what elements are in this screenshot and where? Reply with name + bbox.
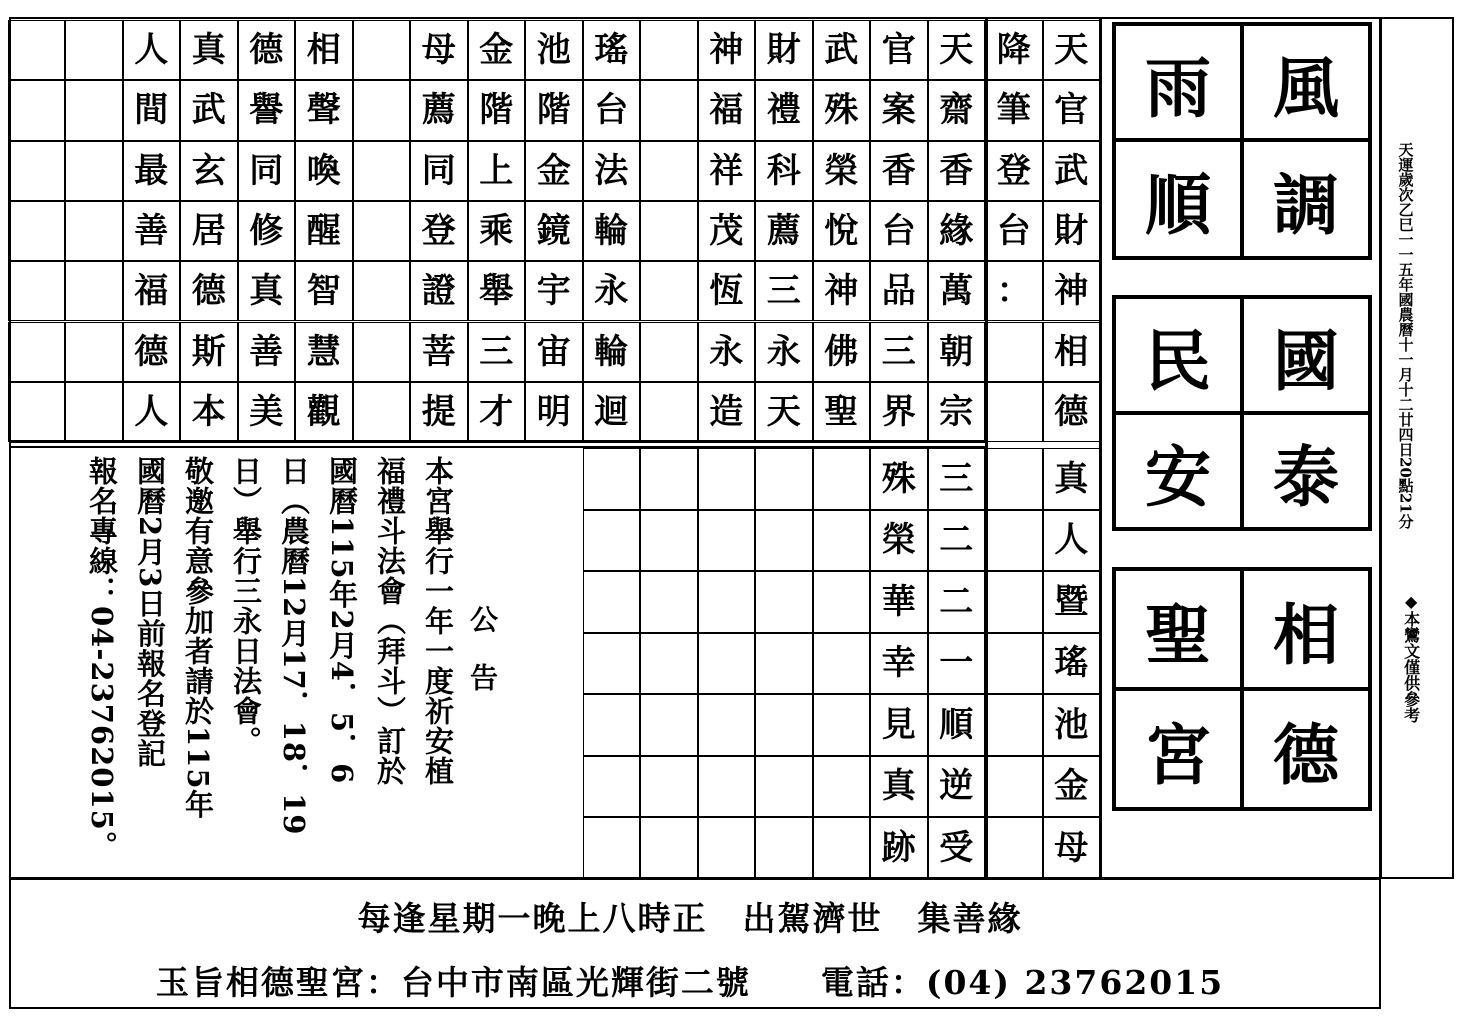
col-blank-2-char: [353, 80, 411, 140]
col-heaven-official-char: 武: [1043, 141, 1101, 201]
empty-cell: [65, 80, 123, 140]
footer-address: 玉旨相德聖宮：台中市南區光輝街二號 電話：(04) 23762015: [155, 963, 1225, 1002]
col-jade-terrace-char: 迴: [583, 382, 641, 442]
col-descend-brush-char: 台: [985, 201, 1043, 261]
col-descend-brush-char: ：: [985, 261, 1043, 321]
col-blank-2-char: [353, 382, 411, 442]
col-three-two-char: 二: [928, 571, 986, 633]
col-official-case-char: 品: [870, 261, 928, 321]
col-virtue-praise-char: 德: [238, 20, 296, 80]
empty-cell: [985, 633, 1043, 695]
empty-cell: [640, 448, 698, 510]
col-virtue-praise-char: 修: [238, 201, 296, 261]
empty-cell: [755, 633, 813, 695]
notice-line-7: 國曆2月3日前報名登記: [133, 456, 167, 769]
notice-line-4: 日（農曆12月17．18．19: [277, 456, 311, 836]
notice-line-2: 福禮斗法會（拜斗）訂於: [373, 456, 407, 786]
col-true-martial-char: 斯: [180, 322, 238, 382]
col-zhai-incense-char: 天: [928, 20, 986, 80]
col-blank-1-char: [640, 20, 698, 80]
empty-cell: [640, 694, 698, 756]
col-human-world-char: 間: [123, 80, 181, 140]
empty-cell: [65, 20, 123, 80]
col-golden-steps-char: 舉: [468, 261, 526, 321]
col-human-world-char: 人: [123, 382, 181, 442]
notice-line-5: 日）舉行三永日法會。: [229, 456, 263, 756]
col-true-martial-char: 玄: [180, 141, 238, 201]
col-true-person-char: 人: [1043, 510, 1101, 572]
empty-cell: [755, 817, 813, 879]
blessing-smooth: 順: [1112, 138, 1244, 260]
col-distinct-honor-char: 真: [870, 756, 928, 818]
empty-cell: [985, 694, 1043, 756]
col-virtue-praise-char: 善: [238, 322, 296, 382]
col-golden-steps-char: 階: [468, 80, 526, 140]
col-mother-recommend-char: 薦: [410, 80, 468, 140]
col-zhai-incense-char: 萬: [928, 261, 986, 321]
empty-cell: [985, 510, 1043, 572]
notice-title: 公 告: [466, 605, 499, 692]
col-martial-char: 聖: [813, 382, 871, 442]
empty-cell: [985, 756, 1043, 818]
empty-cell: [583, 448, 641, 510]
blessing-wind: 風: [1240, 22, 1372, 142]
col-martial-char: 悅: [813, 201, 871, 261]
col-true-martial-char: 武: [180, 80, 238, 140]
col-mother-recommend-char: 證: [410, 261, 468, 321]
col-official-case-char: 界: [870, 382, 928, 442]
col-true-person-char: 瑤: [1043, 633, 1101, 695]
empty-cell: [755, 510, 813, 572]
col-official-case-char: 三: [870, 322, 928, 382]
col-divine-blessing-char: 福: [698, 80, 756, 140]
blessing-safe: 安: [1112, 411, 1244, 531]
col-voice-awaken-char: 慧: [295, 322, 353, 382]
col-descend-brush-char: 降: [985, 20, 1043, 80]
col-blank-2-char: [353, 261, 411, 321]
col-blank-1-char: [640, 382, 698, 442]
col-distinct-honor-char: 榮: [870, 510, 928, 572]
col-jade-terrace-char: 法: [583, 141, 641, 201]
col-pond-steps-char: 明: [525, 382, 583, 442]
col-three-two-char: 一: [928, 633, 986, 695]
empty-cell: [985, 448, 1043, 510]
col-distinct-honor-char: 華: [870, 571, 928, 633]
col-blank-1-char: [640, 80, 698, 140]
col-heaven-official-char: 相: [1043, 322, 1101, 382]
col-virtue-praise-char: 譽: [238, 80, 296, 140]
empty-cell: [640, 510, 698, 572]
col-martial-char: 神: [813, 261, 871, 321]
blessing-xiang: 相: [1240, 567, 1372, 691]
col-zhai-incense-char: 朝: [928, 322, 986, 382]
empty-cell: [698, 694, 756, 756]
col-true-person-char: 暨: [1043, 571, 1101, 633]
empty-cell: [583, 756, 641, 818]
col-pond-steps-char: 金: [525, 141, 583, 201]
col-martial-char: 殊: [813, 80, 871, 140]
empty-cell: [583, 694, 641, 756]
empty-cell: [640, 817, 698, 879]
col-mother-recommend-char: 提: [410, 382, 468, 442]
col-true-martial-char: 居: [180, 201, 238, 261]
col-golden-steps-char: 三: [468, 322, 526, 382]
empty-cell: [985, 817, 1043, 879]
empty-cell: [813, 633, 871, 695]
empty-cell: [698, 756, 756, 818]
footer-schedule: 每逢星期一晚上八時正 出駕濟世 集善緣: [357, 899, 1023, 938]
col-jade-terrace-char: 輪: [583, 201, 641, 261]
col-wealth-rite-char: 財: [755, 20, 813, 80]
col-golden-steps-char: 上: [468, 141, 526, 201]
col-true-person-char: 池: [1043, 694, 1101, 756]
side-disclaimer: ◆本鸞文僅供參考: [1401, 592, 1421, 723]
col-voice-awaken-char: 觀: [295, 382, 353, 442]
blessing-people: 民: [1112, 295, 1244, 415]
col-true-martial-char: 真: [180, 20, 238, 80]
col-divine-blessing-char: 永: [698, 322, 756, 382]
empty-cell: [8, 201, 66, 261]
col-distinct-honor-char: 跡: [870, 817, 928, 879]
empty-cell: [65, 322, 123, 382]
col-distinct-honor-char: 見: [870, 694, 928, 756]
col-wealth-rite-char: 天: [755, 382, 813, 442]
col-descend-brush-char: [985, 382, 1043, 442]
col-true-martial-char: 德: [180, 261, 238, 321]
col-pond-steps-char: 階: [525, 80, 583, 140]
empty-cell: [813, 817, 871, 879]
col-pond-steps-char: 鏡: [525, 201, 583, 261]
notice-line-1: 本宮舉行一年一度祈安植: [421, 456, 455, 786]
col-zhai-incense-char: 齋: [928, 80, 986, 140]
col-virtue-praise-char: 真: [238, 261, 296, 321]
blessing-gong: 宮: [1112, 687, 1244, 811]
col-pond-steps-char: 池: [525, 20, 583, 80]
col-zhai-incense-char: 緣: [928, 201, 986, 261]
col-mother-recommend-char: 菩: [410, 322, 468, 382]
col-true-person-char: 真: [1043, 448, 1101, 510]
empty-cell: [8, 382, 66, 442]
col-blank-2-char: [353, 201, 411, 261]
col-voice-awaken-char: 喚: [295, 141, 353, 201]
col-official-case-char: 台: [870, 201, 928, 261]
col-official-case-char: 案: [870, 80, 928, 140]
col-heaven-official-char: 德: [1043, 382, 1101, 442]
col-human-world-char: 福: [123, 261, 181, 321]
empty-cell: [755, 756, 813, 818]
col-blank-2-char: [353, 141, 411, 201]
col-golden-steps-char: 金: [468, 20, 526, 80]
col-human-world-char: 善: [123, 201, 181, 261]
empty-cell: [698, 448, 756, 510]
col-golden-steps-char: 才: [468, 382, 526, 442]
empty-cell: [698, 510, 756, 572]
col-mother-recommend-char: 母: [410, 20, 468, 80]
empty-cell: [583, 571, 641, 633]
col-voice-awaken-char: 醒: [295, 201, 353, 261]
col-wealth-rite-char: 薦: [755, 201, 813, 261]
empty-cell: [985, 571, 1043, 633]
col-blank-1-char: [640, 201, 698, 261]
empty-cell: [583, 633, 641, 695]
empty-cell: [65, 201, 123, 261]
col-blank-1-char: [640, 322, 698, 382]
empty-cell: [755, 571, 813, 633]
empty-cell: [755, 694, 813, 756]
blessing-rain: 雨: [1112, 22, 1244, 142]
side-frame: [1380, 17, 1454, 879]
col-jade-terrace-char: 瑤: [583, 20, 641, 80]
empty-cell: [813, 448, 871, 510]
empty-cell: [813, 756, 871, 818]
col-distinct-honor-char: 殊: [870, 448, 928, 510]
col-jade-terrace-char: 台: [583, 80, 641, 140]
empty-cell: [65, 261, 123, 321]
col-mother-recommend-char: 同: [410, 141, 468, 201]
col-descend-brush-char: [985, 322, 1043, 382]
col-mother-recommend-char: 登: [410, 201, 468, 261]
empty-cell: [813, 694, 871, 756]
col-zhai-incense-char: 宗: [928, 382, 986, 442]
empty-cell: [8, 322, 66, 382]
empty-cell: [813, 510, 871, 572]
col-martial-char: 榮: [813, 141, 871, 201]
col-pond-steps-char: 宇: [525, 261, 583, 321]
empty-cell: [8, 261, 66, 321]
col-descend-brush-char: 登: [985, 141, 1043, 201]
col-human-world-char: 最: [123, 141, 181, 201]
empty-cell: [65, 141, 123, 201]
col-human-world-char: 德: [123, 322, 181, 382]
col-golden-steps-char: 乘: [468, 201, 526, 261]
col-true-martial-char: 本: [180, 382, 238, 442]
blessing-peace: 泰: [1240, 411, 1372, 531]
col-blank-2-char: [353, 20, 411, 80]
empty-cell: [755, 448, 813, 510]
empty-cell: [640, 756, 698, 818]
col-divine-blessing-char: 神: [698, 20, 756, 80]
col-human-world-char: 人: [123, 20, 181, 80]
empty-cell: [698, 817, 756, 879]
col-virtue-praise-char: 美: [238, 382, 296, 442]
col-voice-awaken-char: 智: [295, 261, 353, 321]
col-official-case-char: 香: [870, 141, 928, 201]
notice-line-8: 報名專線：04-23762015。: [85, 456, 119, 861]
col-blank-2-char: [353, 322, 411, 382]
col-blank-1-char: [640, 261, 698, 321]
col-pond-steps-char: 宙: [525, 322, 583, 382]
notice-line-3: 國曆115年2月4．5．6: [325, 456, 359, 785]
empty-cell: [8, 20, 66, 80]
blessing-harmonious: 調: [1240, 138, 1372, 260]
empty-cell: [8, 141, 66, 201]
empty-cell: [640, 571, 698, 633]
col-three-two-char: 二: [928, 510, 986, 572]
col-divine-blessing-char: 恆: [698, 261, 756, 321]
col-zhai-incense-char: 香: [928, 141, 986, 201]
col-voice-awaken-char: 相: [295, 20, 353, 80]
col-wealth-rite-char: 永: [755, 322, 813, 382]
col-heaven-official-char: 官: [1043, 80, 1101, 140]
col-distinct-honor-char: 幸: [870, 633, 928, 695]
col-divine-blessing-char: 茂: [698, 201, 756, 261]
col-martial-char: 武: [813, 20, 871, 80]
col-three-two-char: 三: [928, 448, 986, 510]
col-true-person-char: 母: [1043, 817, 1101, 879]
notice-line-6: 敬邀有意參加者請於115年: [181, 456, 215, 820]
col-three-two-char: 受: [928, 817, 986, 879]
col-true-person-char: 金: [1043, 756, 1101, 818]
empty-cell: [583, 510, 641, 572]
empty-cell: [698, 633, 756, 695]
blessing-nation: 國: [1240, 295, 1372, 415]
col-three-two-char: 逆: [928, 756, 986, 818]
col-wealth-rite-char: 禮: [755, 80, 813, 140]
col-heaven-official-char: 神: [1043, 261, 1101, 321]
col-jade-terrace-char: 輪: [583, 322, 641, 382]
col-three-two-char: 順: [928, 694, 986, 756]
col-divine-blessing-char: 造: [698, 382, 756, 442]
blessing-de: 德: [1240, 687, 1372, 811]
side-date-note: 天運歲次乙巳一一五年國農曆十一月十二廿四日20點21分: [1396, 142, 1415, 529]
col-martial-char: 佛: [813, 322, 871, 382]
empty-cell: [698, 571, 756, 633]
col-blank-1-char: [640, 141, 698, 201]
col-divine-blessing-char: 祥: [698, 141, 756, 201]
col-descend-brush-char: 筆: [985, 80, 1043, 140]
col-heaven-official-char: 財: [1043, 201, 1101, 261]
col-voice-awaken-char: 聲: [295, 80, 353, 140]
empty-cell: [640, 633, 698, 695]
col-virtue-praise-char: 同: [238, 141, 296, 201]
empty-cell: [8, 80, 66, 140]
col-official-case-char: 官: [870, 20, 928, 80]
col-heaven-official-char: 天: [1043, 20, 1101, 80]
empty-cell: [583, 817, 641, 879]
empty-cell: [65, 382, 123, 442]
empty-cell: [813, 571, 871, 633]
blessing-sheng: 聖: [1112, 567, 1244, 691]
col-wealth-rite-char: 三: [755, 261, 813, 321]
col-jade-terrace-char: 永: [583, 261, 641, 321]
col-wealth-rite-char: 科: [755, 141, 813, 201]
